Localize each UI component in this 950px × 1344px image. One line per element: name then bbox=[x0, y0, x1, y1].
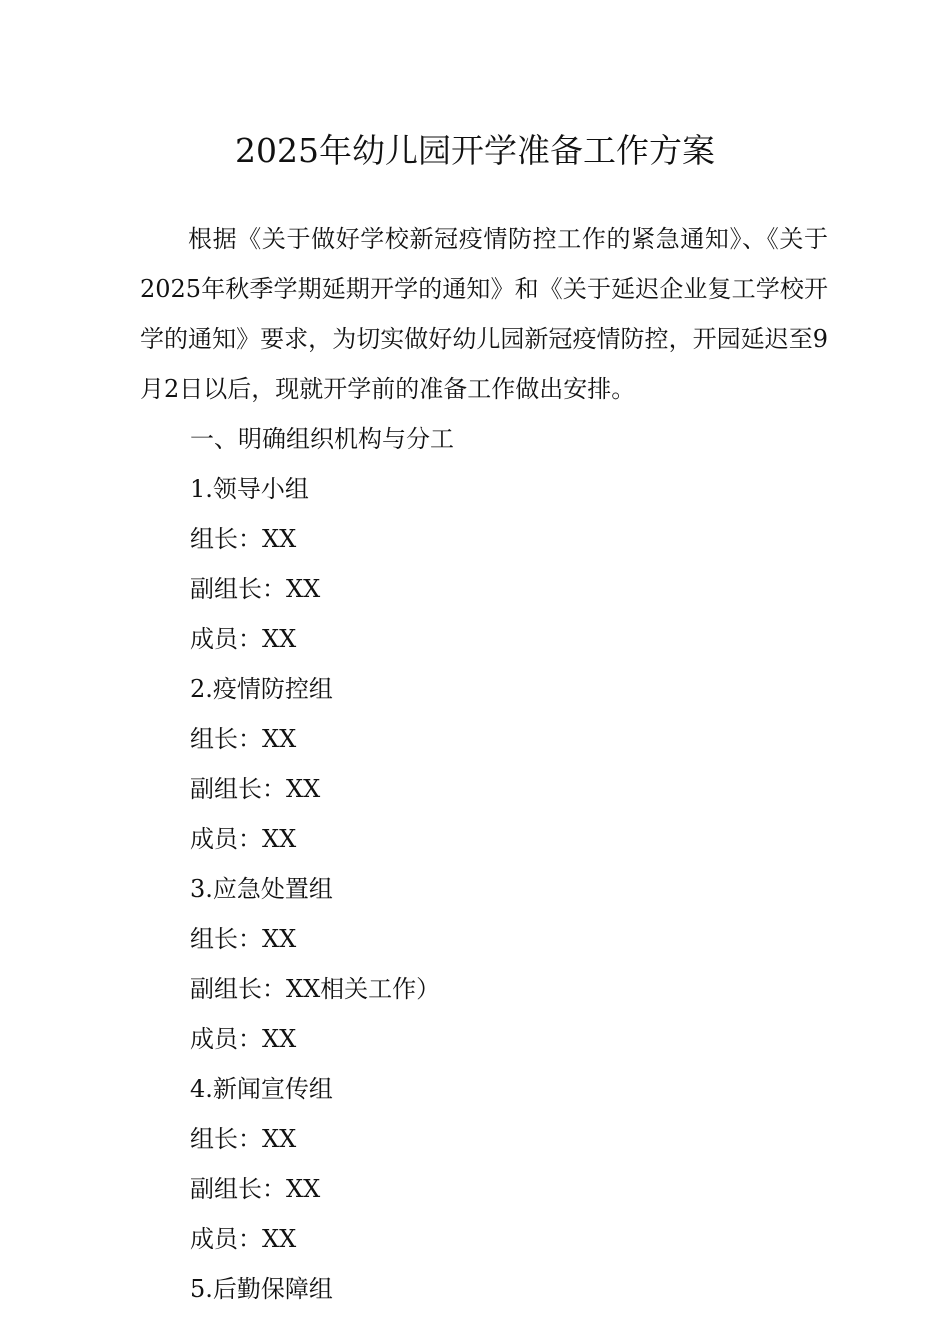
group-leader-line: 组长：XX bbox=[190, 925, 297, 953]
group-deputy-line: 副组长：XX bbox=[190, 575, 321, 603]
group-members-line: 成员：XX bbox=[190, 1225, 297, 1253]
group-members-line: 成员：XX bbox=[190, 825, 297, 853]
group-deputy-line: 副组长：XX bbox=[190, 1175, 321, 1203]
group-title-publicity: 4.新闻宣传组 bbox=[190, 1075, 333, 1103]
document-title: 2025年幼儿园开学准备工作方案 bbox=[235, 131, 715, 170]
group-members-line: 成员：XX bbox=[190, 625, 297, 653]
intro-paragraph: 根据《关于做好学校新冠疫情防控工作的紧急通知》、《关于2025年秋季学期延期开学的通知》和《关于延迟企业复工学校开学的通知》要求，为切实做好幼儿园新冠疫情防控，开园延迟至9月2日以后，现就开学前的准备工作做出安排。 bbox=[140, 225, 828, 403]
group-leader-line: 组长：XX bbox=[190, 725, 297, 753]
group-leader-line: 组长：XX bbox=[190, 525, 297, 553]
group-members-line: 成员：XX bbox=[190, 1025, 297, 1053]
group-title-leadership: 1.领导小组 bbox=[190, 475, 309, 503]
group-title-logistics: 5.后勤保障组 bbox=[190, 1275, 333, 1303]
group-deputy-line: 副组长：XX相关工作） bbox=[190, 975, 441, 1003]
group-title-emergency: 3.应急处置组 bbox=[190, 875, 333, 903]
organization-list bbox=[190, 414, 830, 1314]
group-title-epidemic-control: 2.疫情防控组 bbox=[190, 675, 333, 703]
group-deputy-line: 副组长：XX bbox=[190, 775, 321, 803]
section-heading: 一、明确组织机构与分工 bbox=[190, 425, 454, 453]
group-leader-line: 组长：XX bbox=[190, 1125, 297, 1153]
